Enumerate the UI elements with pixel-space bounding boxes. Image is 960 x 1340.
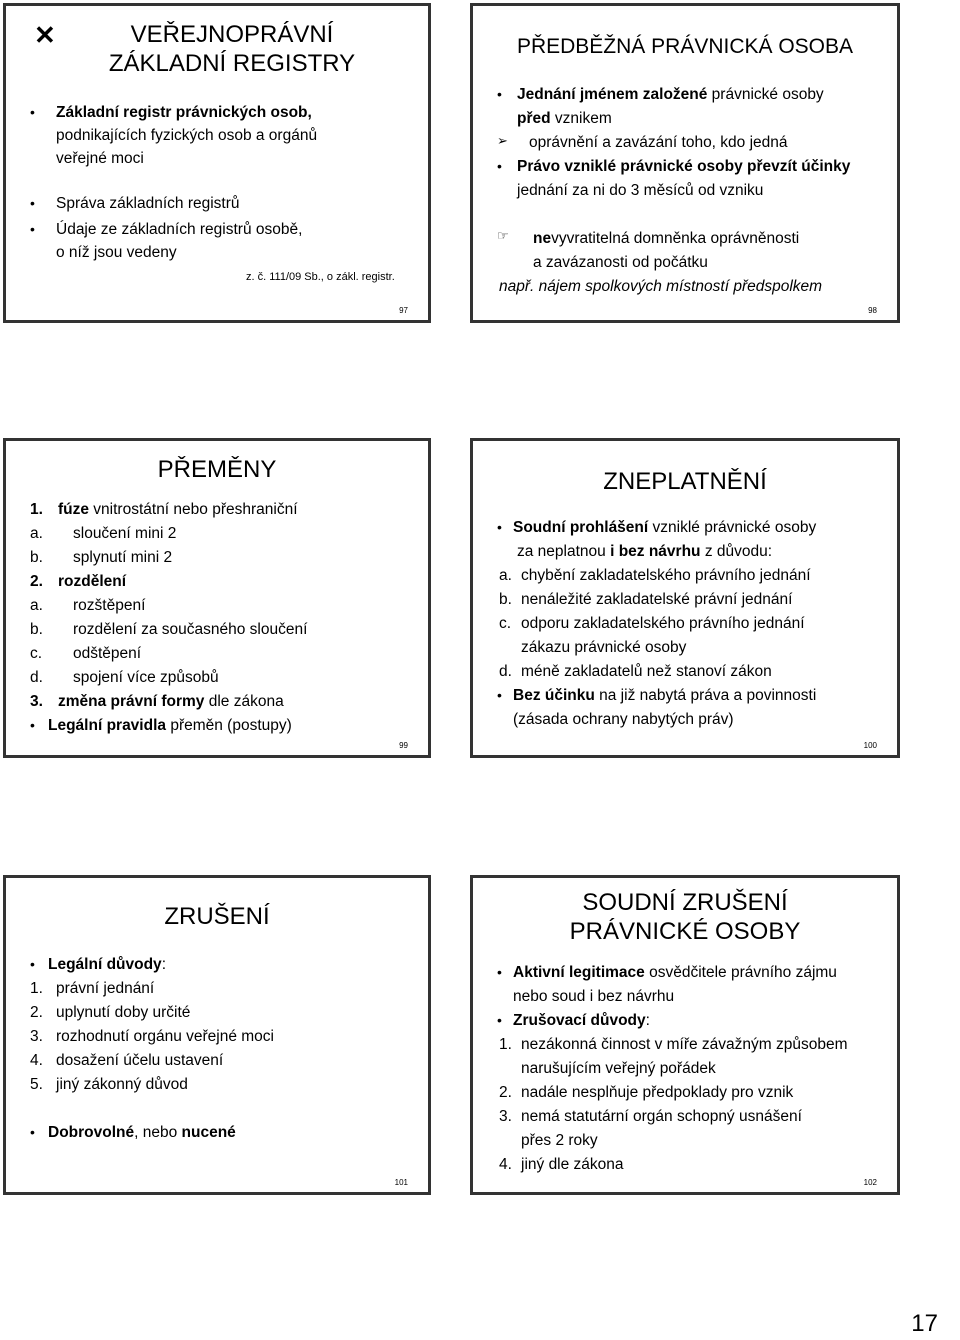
list-marker: 2. <box>30 573 43 590</box>
bold-text: Jednání jménem založené <box>517 86 708 103</box>
list-marker: c. <box>30 645 43 662</box>
slide-102 <box>470 875 900 1195</box>
slide-99 <box>3 438 431 758</box>
list-marker: 3. <box>499 1108 512 1125</box>
text-line <box>533 230 799 248</box>
bullet-icon: • <box>30 195 35 211</box>
text-line: odporu zakladatelského právního jednání <box>521 615 805 632</box>
text-line: přes 2 roky <box>521 1132 598 1149</box>
slide-100 <box>470 438 900 758</box>
slide-101 <box>3 875 431 1195</box>
text-line <box>517 110 612 128</box>
text-line: např. nájem spolkových místností předspolkem <box>499 278 823 295</box>
slide-number: 100 <box>863 741 877 750</box>
text-line: nemá statutární orgán schopný usnášení <box>521 1108 802 1125</box>
list-marker: b. <box>499 591 512 608</box>
text-line: nadále nesplňuje předpoklady pro vznik <box>521 1084 794 1101</box>
close-icon: ✕ <box>34 20 56 50</box>
text-line: jiný dle zákona <box>521 1156 624 1173</box>
text-line: chybění zakladatelského právního jednání <box>521 567 811 584</box>
bold-text: ne <box>533 230 552 247</box>
text: : <box>645 1012 650 1029</box>
text-line: odštěpení <box>73 645 142 662</box>
text-line: rozhodnutí orgánu veřejné moci <box>56 1028 274 1045</box>
text-line: podnikajících fyzických osob a orgánů <box>56 127 318 144</box>
slide-number: 101 <box>394 1178 408 1187</box>
list-marker: 4. <box>30 1052 43 1069</box>
text: vyvratitelná domněnka oprávněnosti <box>551 230 800 247</box>
slide-title: PŘEMĚNY <box>157 456 277 483</box>
text: právnické osoby <box>707 86 824 103</box>
bold-text: Soudní prohlášení <box>513 519 649 536</box>
slide-title-line-2: PRÁVNICKÉ OSOBY <box>569 918 801 945</box>
bold-text: Legální důvody <box>48 956 162 973</box>
slide-98 <box>470 3 900 323</box>
bullet-icon: • <box>30 104 35 120</box>
list-marker: d. <box>30 669 43 686</box>
list-marker: d. <box>499 663 512 680</box>
bold-text: nucené <box>181 1124 236 1141</box>
list-marker: 4. <box>499 1156 512 1173</box>
bold-text: změna právní formy <box>58 693 205 710</box>
text-line: zákazu právnické osoby <box>521 639 687 656</box>
slide-title-line-1: SOUDNÍ ZRUŠENÍ <box>582 889 788 916</box>
list-marker: 1. <box>30 980 43 997</box>
text: za neplatnou <box>517 543 611 560</box>
slide-title-line-2: ZÁKLADNÍ REGISTRY <box>108 50 356 77</box>
text-line: Správa základních registrů <box>56 195 240 212</box>
list-marker: 2. <box>30 1004 43 1021</box>
text: osvědčitele právního zájmu <box>644 964 837 981</box>
text-line: oprávnění a zavázání toho, kdo jedná <box>529 134 788 151</box>
text-line <box>517 543 772 561</box>
text-line: sloučení mini 2 <box>73 525 177 542</box>
bullet-icon: • <box>30 717 35 733</box>
slide-title: ZRUŠENÍ <box>164 903 270 930</box>
bullet-icon: • <box>497 519 502 535</box>
bullet-icon: • <box>30 956 35 972</box>
footnote: z. č. 111/09 Sb., o zákl. registr. <box>246 271 395 283</box>
text-line <box>517 86 824 104</box>
bullet-icon: • <box>497 964 502 980</box>
text-line <box>48 717 292 735</box>
text-line: a zavázanosti od počátku <box>533 254 708 271</box>
text-line: nenáležité zakladatelské právní jednání <box>521 591 793 608</box>
list-marker: b. <box>30 549 43 566</box>
list-marker: 1. <box>499 1036 512 1053</box>
slide-number: 99 <box>399 741 408 750</box>
text: dle zákona <box>204 693 284 710</box>
bold-text: Legální pravidla <box>48 717 167 734</box>
text: : <box>161 956 166 973</box>
bold-text: před <box>517 110 551 127</box>
text-line: Údaje ze základních registrů osobě, <box>56 221 303 238</box>
text-line: méně zakladatelů než stanoví zákon <box>521 663 772 680</box>
slide-title-line-1: VEŘEJNOPRÁVNÍ <box>130 21 334 48</box>
text-line: spojení více způsobů <box>73 669 219 686</box>
text-line: rozdělení <box>58 573 127 590</box>
text-line <box>58 501 298 519</box>
text-line: jiný zákonný důvod <box>56 1076 188 1093</box>
bold-text: Zrušovací důvody <box>513 1012 646 1029</box>
text-line <box>58 693 284 711</box>
text: , nebo <box>134 1124 182 1141</box>
slide-number: 98 <box>868 306 877 315</box>
text-line <box>48 956 166 974</box>
list-marker: a. <box>30 597 43 614</box>
pointing-hand-icon: ☞ <box>497 228 509 243</box>
text-line <box>513 964 837 982</box>
list-marker: b. <box>30 621 43 638</box>
text-line: Základní registr právnických osob, <box>56 104 312 121</box>
text-line: jednání za ni do 3 měsíců od vzniku <box>517 182 764 199</box>
text-line: rozštěpení <box>73 597 146 614</box>
bullet-icon: • <box>497 86 502 102</box>
list-marker: a. <box>499 567 512 584</box>
text-line: nezákonná činnost v míře závažným způsobem <box>521 1036 848 1053</box>
text: vnitrostátní nebo přeshraniční <box>89 501 298 518</box>
slide-title: ZNEPLATNĚNÍ <box>603 468 767 495</box>
text: na již nabytá práva a povinnosti <box>594 687 817 704</box>
arrow-bullet-icon: ➢ <box>497 133 508 148</box>
bullet-icon: • <box>30 1124 35 1140</box>
list-marker: a. <box>30 525 43 542</box>
text: z důvodu: <box>700 543 773 560</box>
text-line: (zásada ochrany nabytých práv) <box>513 711 734 728</box>
list-marker: 1. <box>30 501 43 518</box>
text-line: uplynutí doby určité <box>56 1004 191 1021</box>
text-line: splynutí mini 2 <box>73 549 173 566</box>
text: vznikem <box>550 110 612 127</box>
text-line: o níž jsou vedeny <box>56 244 177 261</box>
text-line: Právo vzniklé právnické osoby převzít účinky <box>517 158 851 175</box>
text-line: dosažení účelu ustavení <box>56 1052 224 1069</box>
text-line <box>513 1012 650 1030</box>
list-marker: 3. <box>30 693 43 710</box>
slide-title: PŘEDBĚŽNÁ PRÁVNICKÁ OSOBA <box>516 35 854 58</box>
text-line: nebo soud i bez návrhu <box>513 988 675 1005</box>
list-marker: 2. <box>499 1084 512 1101</box>
bullet-icon: • <box>497 687 502 703</box>
text-line: veřejné moci <box>56 150 144 167</box>
text-line <box>48 1124 236 1142</box>
bold-text: Aktivní legitimace <box>513 964 645 981</box>
bullet-icon: • <box>497 1012 502 1028</box>
page-number: 17 <box>911 1310 938 1337</box>
text-line: právní jednání <box>56 980 155 997</box>
text-line <box>513 519 816 537</box>
list-marker: 3. <box>30 1028 43 1045</box>
text: vzniklé právnické osoby <box>648 519 817 536</box>
bullet-icon: • <box>497 158 502 174</box>
bold-text: i bez návrhu <box>610 543 701 560</box>
list-marker: 5. <box>30 1076 43 1093</box>
slide-number: 97 <box>399 306 408 315</box>
slide-number: 102 <box>863 1178 877 1187</box>
text-line <box>513 687 816 705</box>
text-line: narušujícím veřejný pořádek <box>521 1060 716 1077</box>
bold-text: Bez účinku <box>513 687 595 704</box>
text: přeměn (postupy) <box>166 717 292 734</box>
slide-97 <box>3 3 431 323</box>
list-marker: c. <box>499 615 512 632</box>
bullet-icon: • <box>30 221 35 237</box>
bold-text: fúze <box>58 501 89 518</box>
text-line: rozdělení za současného sloučení <box>73 621 308 638</box>
bold-text: Dobrovolné <box>48 1124 135 1141</box>
